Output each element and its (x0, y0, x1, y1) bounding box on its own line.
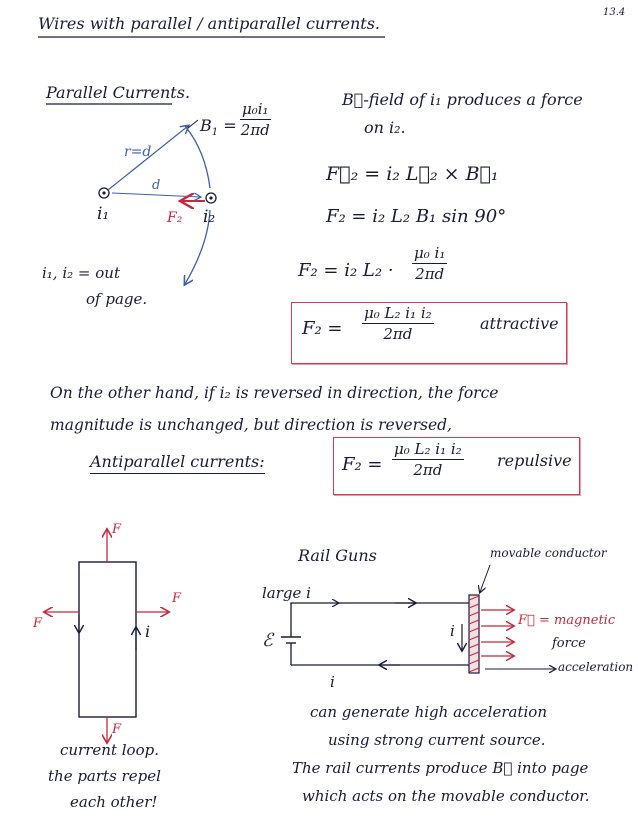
railgun-caption-3: The rail currents produce B⃗ into page (292, 759, 589, 777)
repulsive-lhs: F₂ = (342, 454, 383, 475)
d-dimension-line (112, 193, 200, 197)
eq3-denominator: 2πd (415, 265, 445, 283)
other-hand-line-2: magnitude is unchanged, but direction is reversed, (50, 416, 452, 434)
railgun-caption-2: using strong current source. (328, 731, 546, 749)
i2-label: i₂ (203, 207, 216, 227)
repulsive-denominator: 2πd (413, 461, 443, 479)
railgun-caption-1: can generate high acceleration (310, 703, 547, 721)
acceleration-label: acceleration (558, 660, 634, 674)
movable-conductor-bar (469, 595, 479, 673)
b1-denominator: 2πd (240, 121, 270, 139)
parallel-heading: Parallel Currents. (46, 83, 191, 102)
page-title: Wires with parallel / antiparallel currents. (38, 14, 381, 33)
out-of-page-note-2: of page. (86, 290, 148, 308)
attractive-lhs: F₂ = (302, 318, 343, 339)
equation-cross-product: F⃗₂ = i₂ L⃗₂ × B⃗₁ (326, 163, 499, 185)
i1-label: i₁ (97, 204, 110, 224)
attractive-denominator: 2πd (383, 325, 413, 343)
d-label: d (152, 178, 161, 193)
loop-force-left-label: F (33, 616, 43, 631)
attractive-note: attractive (480, 314, 559, 333)
wire-i2-dot (209, 196, 212, 199)
movable-conductor-label: movable conductor (490, 546, 607, 560)
loop-force-bottom-label: F (112, 722, 122, 737)
railgun-heading: Rail Guns (298, 546, 377, 565)
b1-subscript: 1 (211, 127, 219, 139)
equation-substituted-fraction (412, 246, 447, 282)
b1-label: $B_1$ = (200, 116, 237, 139)
loop-current-label: i (145, 622, 151, 641)
out-of-page-note-1: i₁, i₂ = out (42, 264, 120, 282)
derivation-line-2: on i₂. (364, 118, 406, 137)
repulsive-numerator: μ₀ L₂ i₁ i₂ (394, 440, 462, 458)
current-loop-rect (79, 562, 136, 717)
equation-magnitude: F₂ = i₂ L₂ B₁ sin 90° (326, 206, 507, 227)
f2-label: F₂ (167, 210, 183, 226)
derivation-line-1: B⃗-field of i₁ produces a force (342, 90, 583, 109)
emf-label: ℰ (262, 630, 273, 651)
b1-pointer-arrow (188, 120, 198, 128)
railgun-caption-4: which acts on the movable conductor. (302, 787, 590, 805)
movable-pointer (480, 565, 490, 592)
r-label: r=d (124, 144, 152, 160)
equation-substituted-lhs: F₂ = i₂ L₂ · (298, 260, 394, 281)
loop-caption-1: current loop. (60, 741, 159, 759)
attractive-numerator: μ₀ L₂ i₁ i₂ (364, 304, 432, 322)
loop-caption-3: each other! (70, 793, 158, 811)
page-number: 13.4 (603, 7, 626, 18)
eq3-numerator: μ₀ i₁ (414, 244, 446, 262)
antiparallel-label: Antiparallel currents: (90, 452, 265, 474)
repulsive-fraction (392, 442, 464, 478)
other-hand-line-1: On the other hand, if i₂ is reversed in direction, the force (50, 384, 499, 402)
attractive-fraction (362, 306, 434, 342)
large-i-label: large i (262, 584, 311, 602)
magnetic-force-label: F⃗ = magnetic (518, 613, 616, 628)
loop-force-right-label: F (172, 591, 182, 606)
repulsive-note: repulsive (497, 451, 572, 470)
b1-symbol: B (200, 116, 212, 135)
wire-i1-dot (102, 191, 105, 194)
b1-fraction (240, 102, 271, 138)
loop-force-top-label: F (112, 522, 122, 537)
force-word-label: force (552, 636, 586, 651)
conductor-current-label: i (450, 622, 455, 640)
b1-numerator: μ₀i₁ (242, 100, 269, 118)
loop-caption-2: the parts repel (48, 767, 161, 785)
bottom-current-label: i (330, 673, 335, 691)
